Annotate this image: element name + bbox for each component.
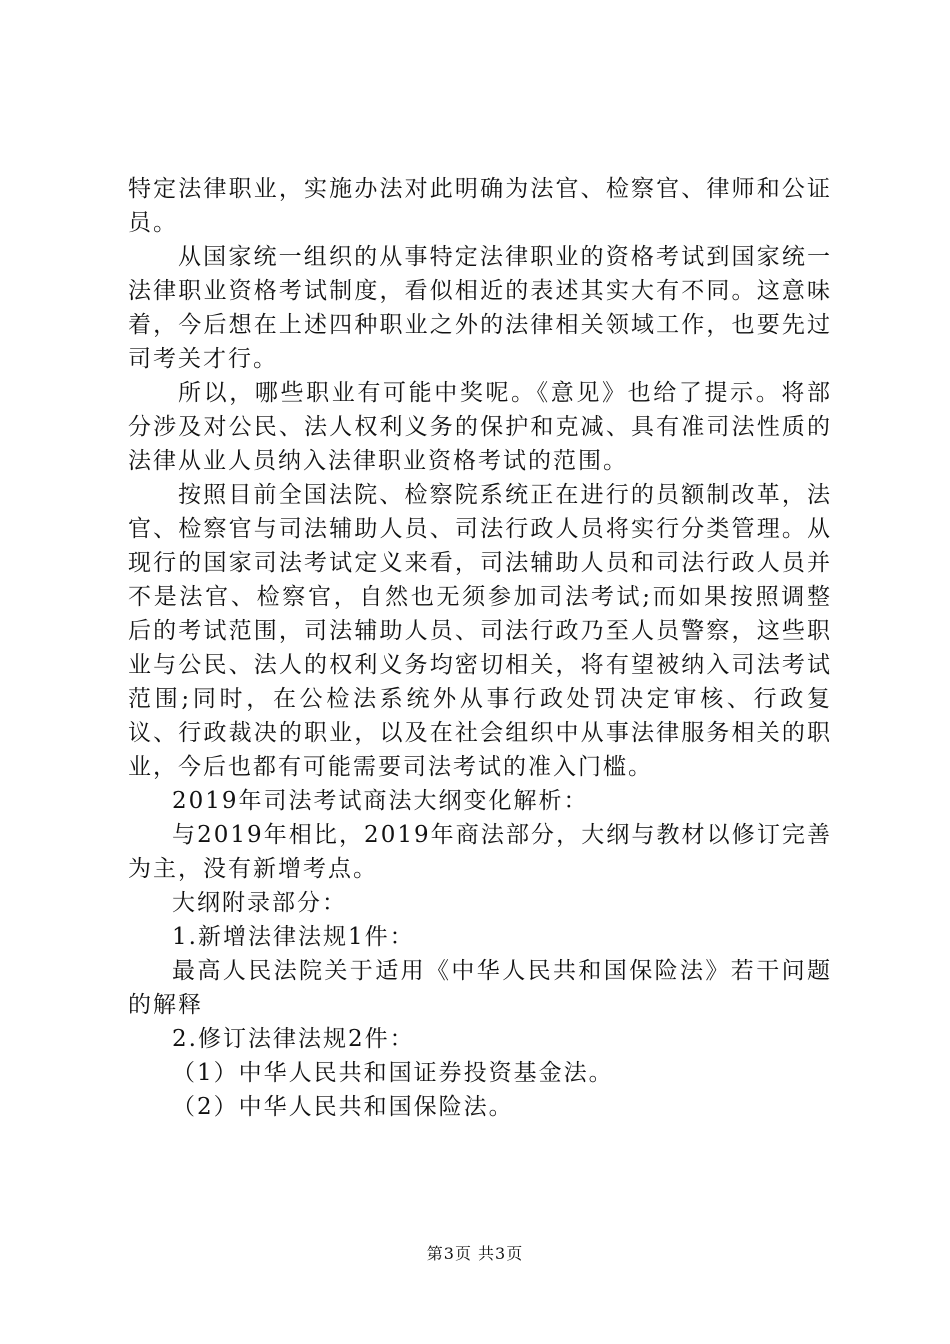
paragraph-which-jobs: 所以，哪些职业有可能中奖呢。《意见》也给了提示。将部分涉及对公民、法人权利义务的保护和克减、具有准司法性质的法律从业人员纳入法律职业资格考试的范围。 [128,380,832,474]
list-item-revised-laws: 2.修订法律法规2件： [172,1026,415,1052]
page-footer: 第3页 共3页 [426,1244,524,1263]
paragraph-continuation: 特定法律职业，实施办法对此明确为法官、检察官、律师和公证员。 [128,176,832,236]
paragraph-appendix-heading: 大纲附录部分： [172,890,347,916]
list-item-fund-law: （1）中华人民共和国证券投资基金法。 [172,1060,614,1086]
document-body [128,172,832,1124]
paragraph-commercial-law-summary: 与2019年相比，2019年商法部分，大纲与教材以修订完善为主，没有新增考点。 [128,822,832,882]
list-item-insurance-interpretation: 最高人民法院关于适用《中华人民共和国保险法》若干问题的解释 [128,958,832,1018]
paragraph-exam-system: 从国家统一组织的从事特定法律职业的资格考试到国家统一法律职业资格考试制度，看似相近的表述其实大有不同。这意味着，今后想在上述四种职业之外的法律相关领域工作，也要先过司考关才行。 [128,244,832,372]
paragraph-reform: 按照目前全国法院、检察院系统正在进行的员额制改革，法官、检察官与司法辅助人员、司法行政人员将实行分类管理。从现行的国家司法考试定义来看，司法辅助人员和司法行政人员并不是法官、检察官，自然也无须参加司法考试;而如果按照调整后的考试范围，司法辅助人员、司法行政乃至人员警察，这些职业与公民、法人的权利义务均密切相关，将有望被纳入司法考试范围;同时，在公检法系统外从事行政处罚决定审核、行政复议、行政裁决的职业，以及在社会组织中从事法律服务相关的职业，今后也都有可能需要司法考试的准入门槛。 [128,482,832,780]
list-item-insurance-law: （2）中华人民共和国保险法。 [172,1094,514,1120]
list-item-new-laws: 1.新增法律法规1件： [172,924,415,950]
paragraph-commercial-law-heading: 2019年司法考试商法大纲变化解析： [172,788,589,814]
